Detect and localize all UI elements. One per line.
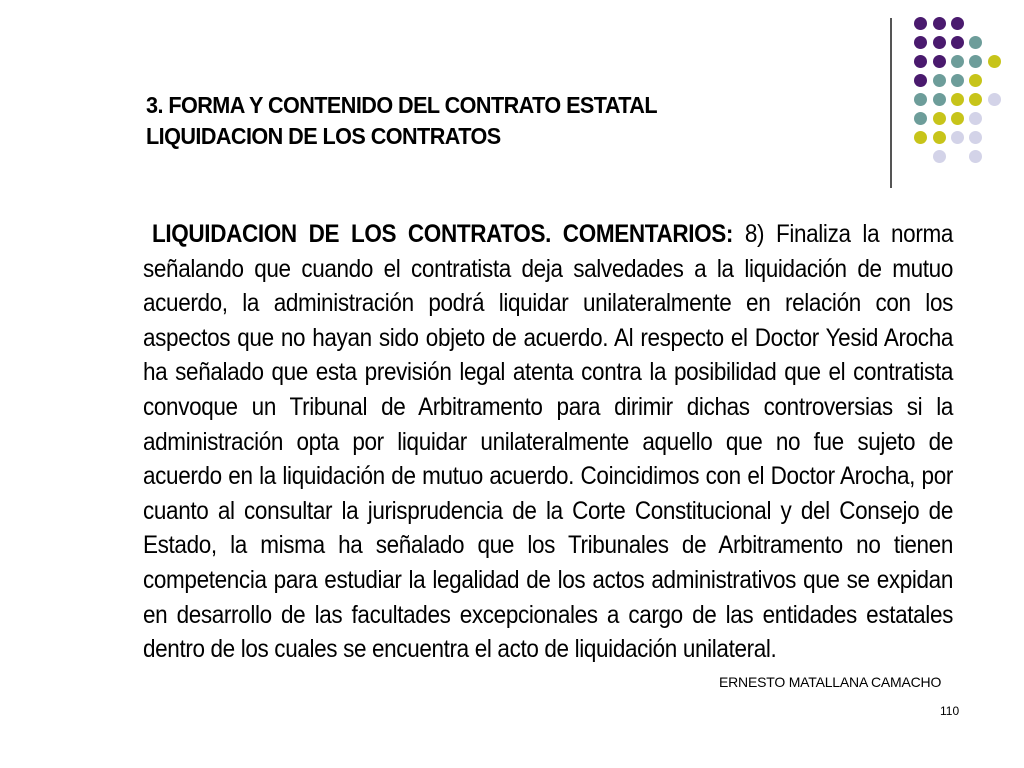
dot [933,131,946,144]
title-line-2: LIQUIDACION DE LOS CONTRATOS [146,123,501,149]
dot [914,131,927,144]
body-paragraph [143,217,953,667]
page-number: 110 [940,704,960,718]
dot [914,74,927,87]
dot [933,93,946,106]
dot [988,55,1001,68]
title-line-1: 3. FORMA Y CONTENIDO DEL CONTRATO ESTATAL [146,92,657,118]
dot [914,112,927,125]
dot [969,93,982,106]
body-lead: LIQUIDACION DE LOS CONTRATOS. COMENTARIOS: [152,220,734,248]
dot [951,36,964,49]
dot [914,36,927,49]
dot [951,17,964,30]
divider-line [890,18,892,188]
slide-title [146,90,804,152]
dot [933,55,946,68]
body-content: 8) Finaliza la norma señalando que cuando el contratista deja salvedades a la liquidación de mutuo acuerdo, la administración podrá liquidar unilateralmente en relación con los aspectos que no hayan sido objeto de acuerdo. Al respecto el Doctor Yesid Arocha ha señalado que esta previsión legal atenta contra la posibilidad que el contratista convoque un Tribunal de Arbitramento para dirimir dichas controversias si la administración opta por liquidar unilateralmente aquello que no fue sujeto de acuerdo en la liquidación de mutuo acuerdo. Coincidimos con el Doctor Arocha, por cuanto al consultar la jurisprudencia de la Corte Constitucional y del Consejo de Estado, la misma ha señalado que los Tribunales de Arbitramento no tienen competencia para estudiar la legalidad de los actos administrativos que se expidan en desarrollo de las facultades excepcionales a cargo de las entidades estatales dentro de los cuales se encuentra el acto de liquidación unilateral. [143,220,954,664]
dot [914,93,927,106]
dot [969,150,982,163]
dot [933,112,946,125]
dot [951,55,964,68]
dot [988,93,1001,106]
dot [933,74,946,87]
dot [914,55,927,68]
author-name: ERNESTO MATALLANA CAMACHO [719,674,942,690]
dot [951,131,964,144]
dot [969,112,982,125]
decorative-dot-grid [900,12,1010,172]
dot [969,36,982,49]
dot [951,74,964,87]
dot [969,131,982,144]
dot [933,17,946,30]
dot [969,74,982,87]
dot [914,17,927,30]
dot [933,150,946,163]
dot [969,55,982,68]
dot [951,112,964,125]
dot [933,36,946,49]
dot [951,93,964,106]
